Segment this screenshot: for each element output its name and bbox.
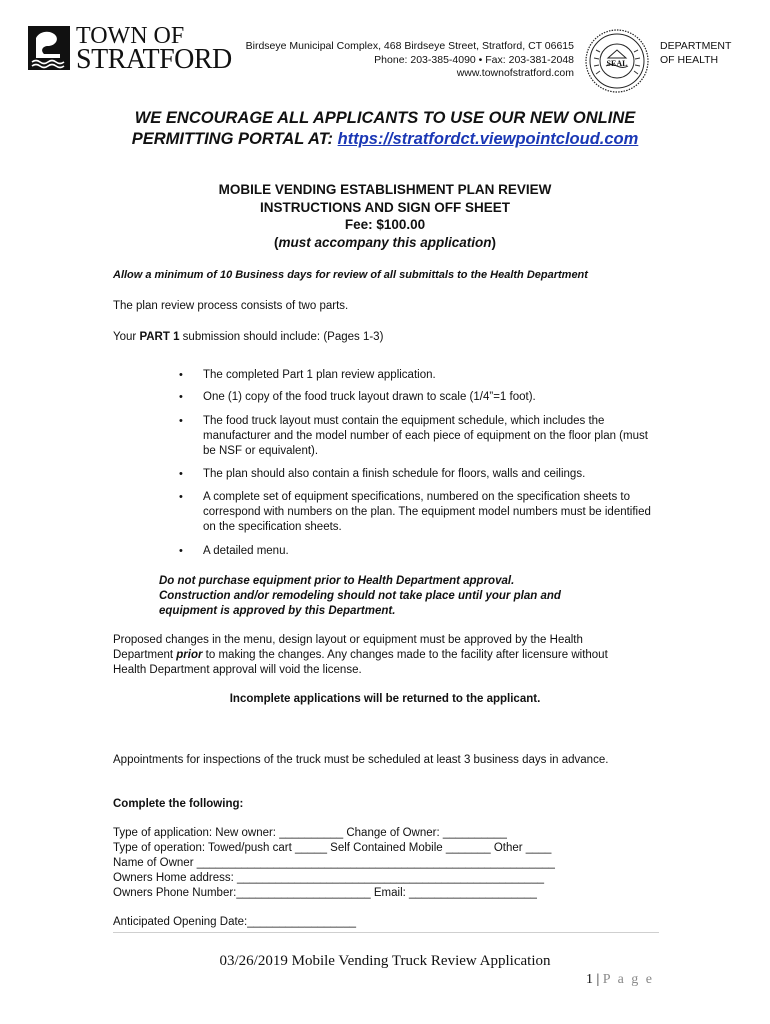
list-item-text: A detailed menu. [203, 545, 289, 557]
bullet-icon: • [179, 545, 183, 557]
list-item-text: One (1) copy of the food truck layout drawn to scale (1/4”=1 foot). [203, 391, 536, 403]
page-separator: | [592, 972, 603, 987]
footer-divider [113, 932, 659, 933]
part1-prefix: Your [113, 331, 140, 343]
list-item-text: The plan should also contain a finish schedule for floors, walls and ceilings. [203, 468, 586, 480]
page-number-value: 1 [585, 972, 593, 987]
title-line-2: INSTRUCTIONS AND SIGN OFF SHEET [259, 199, 510, 215]
proposed-line-3: Health Department approval will void the license. [113, 664, 362, 676]
contact-line: Phone: 203-385-4090 • Fax: 203-381-2048 [374, 53, 574, 66]
banner-line-1: WE ENCOURAGE ALL APPLICANTS TO USE OUR NEW ONLINE [134, 109, 636, 127]
owner-address-field[interactable]: Owners Home address: ________________________________________________ [113, 872, 544, 884]
swan-logo-icon [26, 24, 72, 72]
warning-line-2: Construction and/or remodeling should not take place until your plan and [159, 590, 561, 602]
bullet-icon: • [179, 415, 183, 427]
application-form [113, 826, 555, 930]
online-portal-banner [0, 108, 770, 150]
list-item [181, 544, 661, 559]
list-item-text: The food truck layout must contain the equipment schedule, which includes the manufacturer and the model number of each piece of equipment on the floor plan (must be NSF or equivalent). [203, 415, 648, 457]
banner-prefix: PERMITTING PORTAL AT: [131, 130, 338, 148]
prior-emphasis: prior [176, 649, 203, 661]
fee-line: Fee: $100.00 [344, 217, 426, 232]
paren-close: ) [491, 234, 497, 250]
owner-name-field[interactable]: Name of Owner ________________________________________________________ [113, 857, 555, 869]
seal-text: SEAL [606, 59, 628, 68]
address-block [246, 40, 574, 81]
town-logo [26, 22, 232, 75]
must-accompany-text: must accompany this application [278, 234, 492, 250]
department-line-2: OF HEALTH [660, 53, 719, 66]
bullet-icon: • [179, 369, 183, 381]
warning-note [159, 574, 561, 619]
owner-phone-email-field[interactable]: Owners Phone Number:_____________________ Email: ____________________ [113, 887, 537, 899]
department-block [660, 40, 731, 67]
paren-open: ( [273, 234, 279, 250]
list-item [181, 490, 661, 535]
appointments-text: Appointments for inspections of the truck must be scheduled at least 3 business days in advance. [113, 754, 609, 766]
proposed-suffix: to making the changes. Any changes made to the facility after licensure without [202, 649, 608, 661]
footer-text: 03/26/2019 Mobile Vending Truck Review Application [219, 953, 551, 969]
list-item [181, 467, 661, 482]
page-number [586, 972, 654, 988]
list-item [181, 414, 661, 459]
proposed-line-2 [113, 648, 608, 663]
list-item [181, 368, 661, 383]
type-of-operation-field[interactable]: Type of operation: Towed/push cart _____ Self Contained Mobile _______ Other ____ [113, 842, 552, 854]
type-of-application-field[interactable]: Type of application: New owner: __________ Change of Owner: __________ [113, 827, 507, 839]
part1-bold: PART 1 [139, 331, 180, 343]
bullet-icon: • [179, 391, 183, 403]
proposed-line-1: Proposed changes in the menu, design layout or equipment must be approved by the Health [113, 634, 583, 646]
title-line-1: MOBILE VENDING ESTABLISHMENT PLAN REVIEW [218, 182, 552, 197]
logo-line-1: TOWN OF [76, 23, 185, 49]
bullet-icon: • [179, 468, 183, 480]
proposed-prefix: Department [113, 649, 177, 661]
complete-heading: Complete the following: [113, 798, 244, 810]
banner-line-2 [0, 129, 770, 150]
portal-link[interactable]: https://stratfordct.viewpointcloud.com [337, 130, 639, 148]
list-item-text: The completed Part 1 plan review application. [203, 369, 436, 381]
department-line-1: DEPARTMENT [660, 40, 732, 52]
logo-line-2: STRATFORD [76, 44, 232, 75]
title-line-4 [0, 234, 770, 252]
opening-date-field[interactable]: Anticipated Opening Date:_________________ [113, 916, 356, 928]
allow-note: Allow a minimum of 10 Business days for review of all submittals to the Health Department [113, 269, 588, 281]
bullet-icon: • [179, 491, 183, 503]
page-word: P a g e [602, 972, 654, 987]
document-title [0, 181, 770, 251]
proposed-changes-text [113, 633, 608, 678]
address-line: Birdseye Municipal Complex, 468 Birdseye Street, Stratford, CT 06615 [245, 40, 574, 52]
warning-line-3: equipment is approved by this Department. [159, 605, 396, 617]
warning-line-1: Do not purchase equipment prior to Health Department approval. [159, 575, 515, 587]
part1-text [113, 330, 383, 345]
list-item [181, 390, 661, 405]
website-line: www.townofstratford.com [456, 67, 574, 79]
list-item-text: A complete set of equipment specifications, numbered on the specification sheets to correspond with numbers on the plan. The equipment model numbers must be identified on the specification sheets. [203, 491, 651, 533]
incomplete-notice: Incomplete applications will be returned to the applicant. [229, 693, 541, 705]
town-seal-icon [584, 28, 650, 94]
intro-text: The plan review process consists of two parts. [113, 300, 349, 312]
part1-suffix: submission should include: (Pages 1-3) [179, 331, 384, 343]
